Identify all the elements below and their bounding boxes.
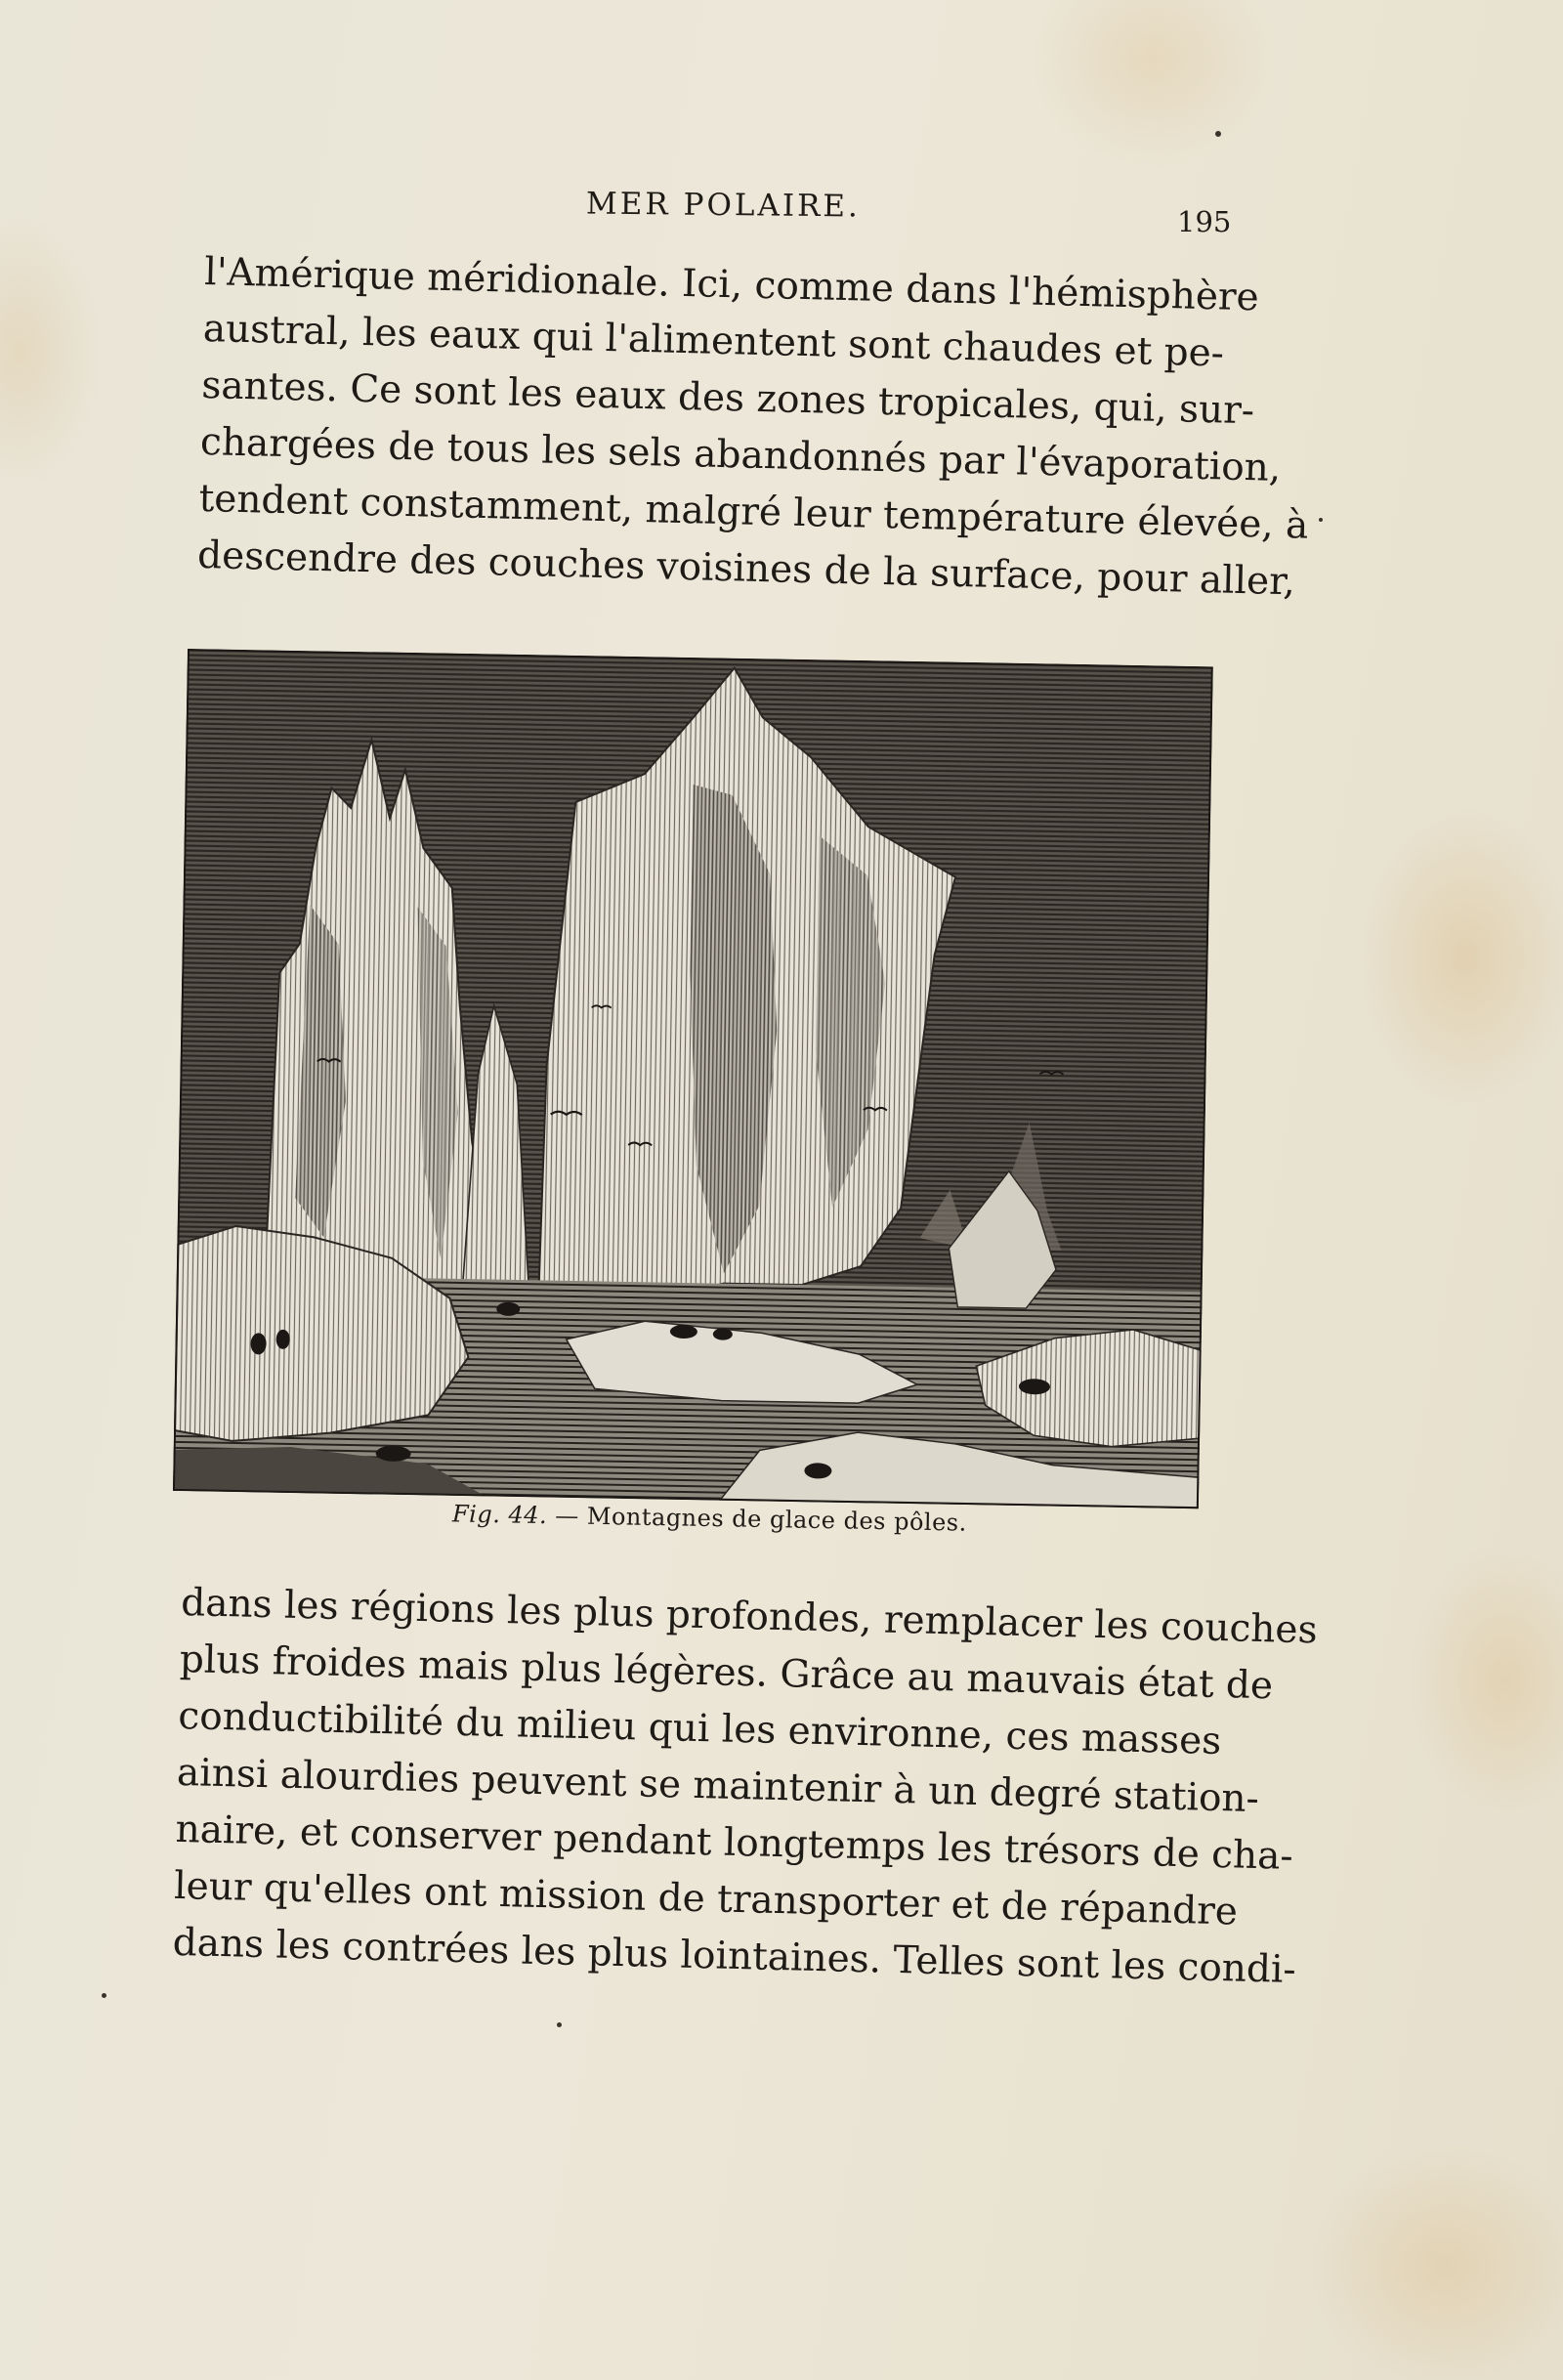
text-line: conductibilité du milieu qui les environne, ces masses xyxy=(177,1693,1222,1764)
ink-speck xyxy=(557,2022,562,2027)
text-line: tendent constamment, malgré leur température élevée, à xyxy=(198,476,1309,548)
ink-speck xyxy=(1319,518,1323,522)
text-line: dans les contrées les plus lointaines. Telles sont les condi- xyxy=(172,1920,1297,1992)
text-line: dans les régions les plus profondes, remplacer les couches xyxy=(180,1580,1319,1653)
iceberg-engraving xyxy=(173,649,1213,1509)
page-number: 195 xyxy=(1177,205,1232,238)
text-line: plus froides mais plus légères. Grâce au mauvais état de xyxy=(179,1636,1274,1709)
ink-speck xyxy=(102,1993,106,1998)
text-line: naire, et conserver pendant longtemps les trésors de cha- xyxy=(175,1806,1294,1879)
text-line: ainsi alourdies peuvent se maintenir à un degré station- xyxy=(176,1750,1260,1822)
figure-caption-text: — Montagnes de glace des pôles. xyxy=(555,1502,967,1537)
ink-speck xyxy=(1215,131,1221,137)
figure-label: Fig. 44. xyxy=(451,1500,548,1530)
paragraph-before-figure xyxy=(196,244,1309,609)
text-line: austral, les eaux qui l'alimentent sont chaudes et pe- xyxy=(202,306,1225,376)
figure-caption xyxy=(452,1500,967,1536)
paragraph-after-figure xyxy=(172,1575,1319,1996)
text-line: descendre des couches voisines de la surface, pour aller, xyxy=(196,532,1296,605)
text-line: l'Amérique méridionale. Ici, comme dans l'hémisphère xyxy=(203,249,1260,320)
running-head: MER POLAIRE. xyxy=(585,186,862,225)
text-line: leur qu'elles ont mission de transporter et de répandre xyxy=(173,1863,1239,1934)
text-line: chargées de tous les sels abandonnés par l'évaporation, xyxy=(199,419,1282,490)
text-line: santes. Ce sont les eaux des zones tropicales, qui, sur- xyxy=(200,362,1255,434)
